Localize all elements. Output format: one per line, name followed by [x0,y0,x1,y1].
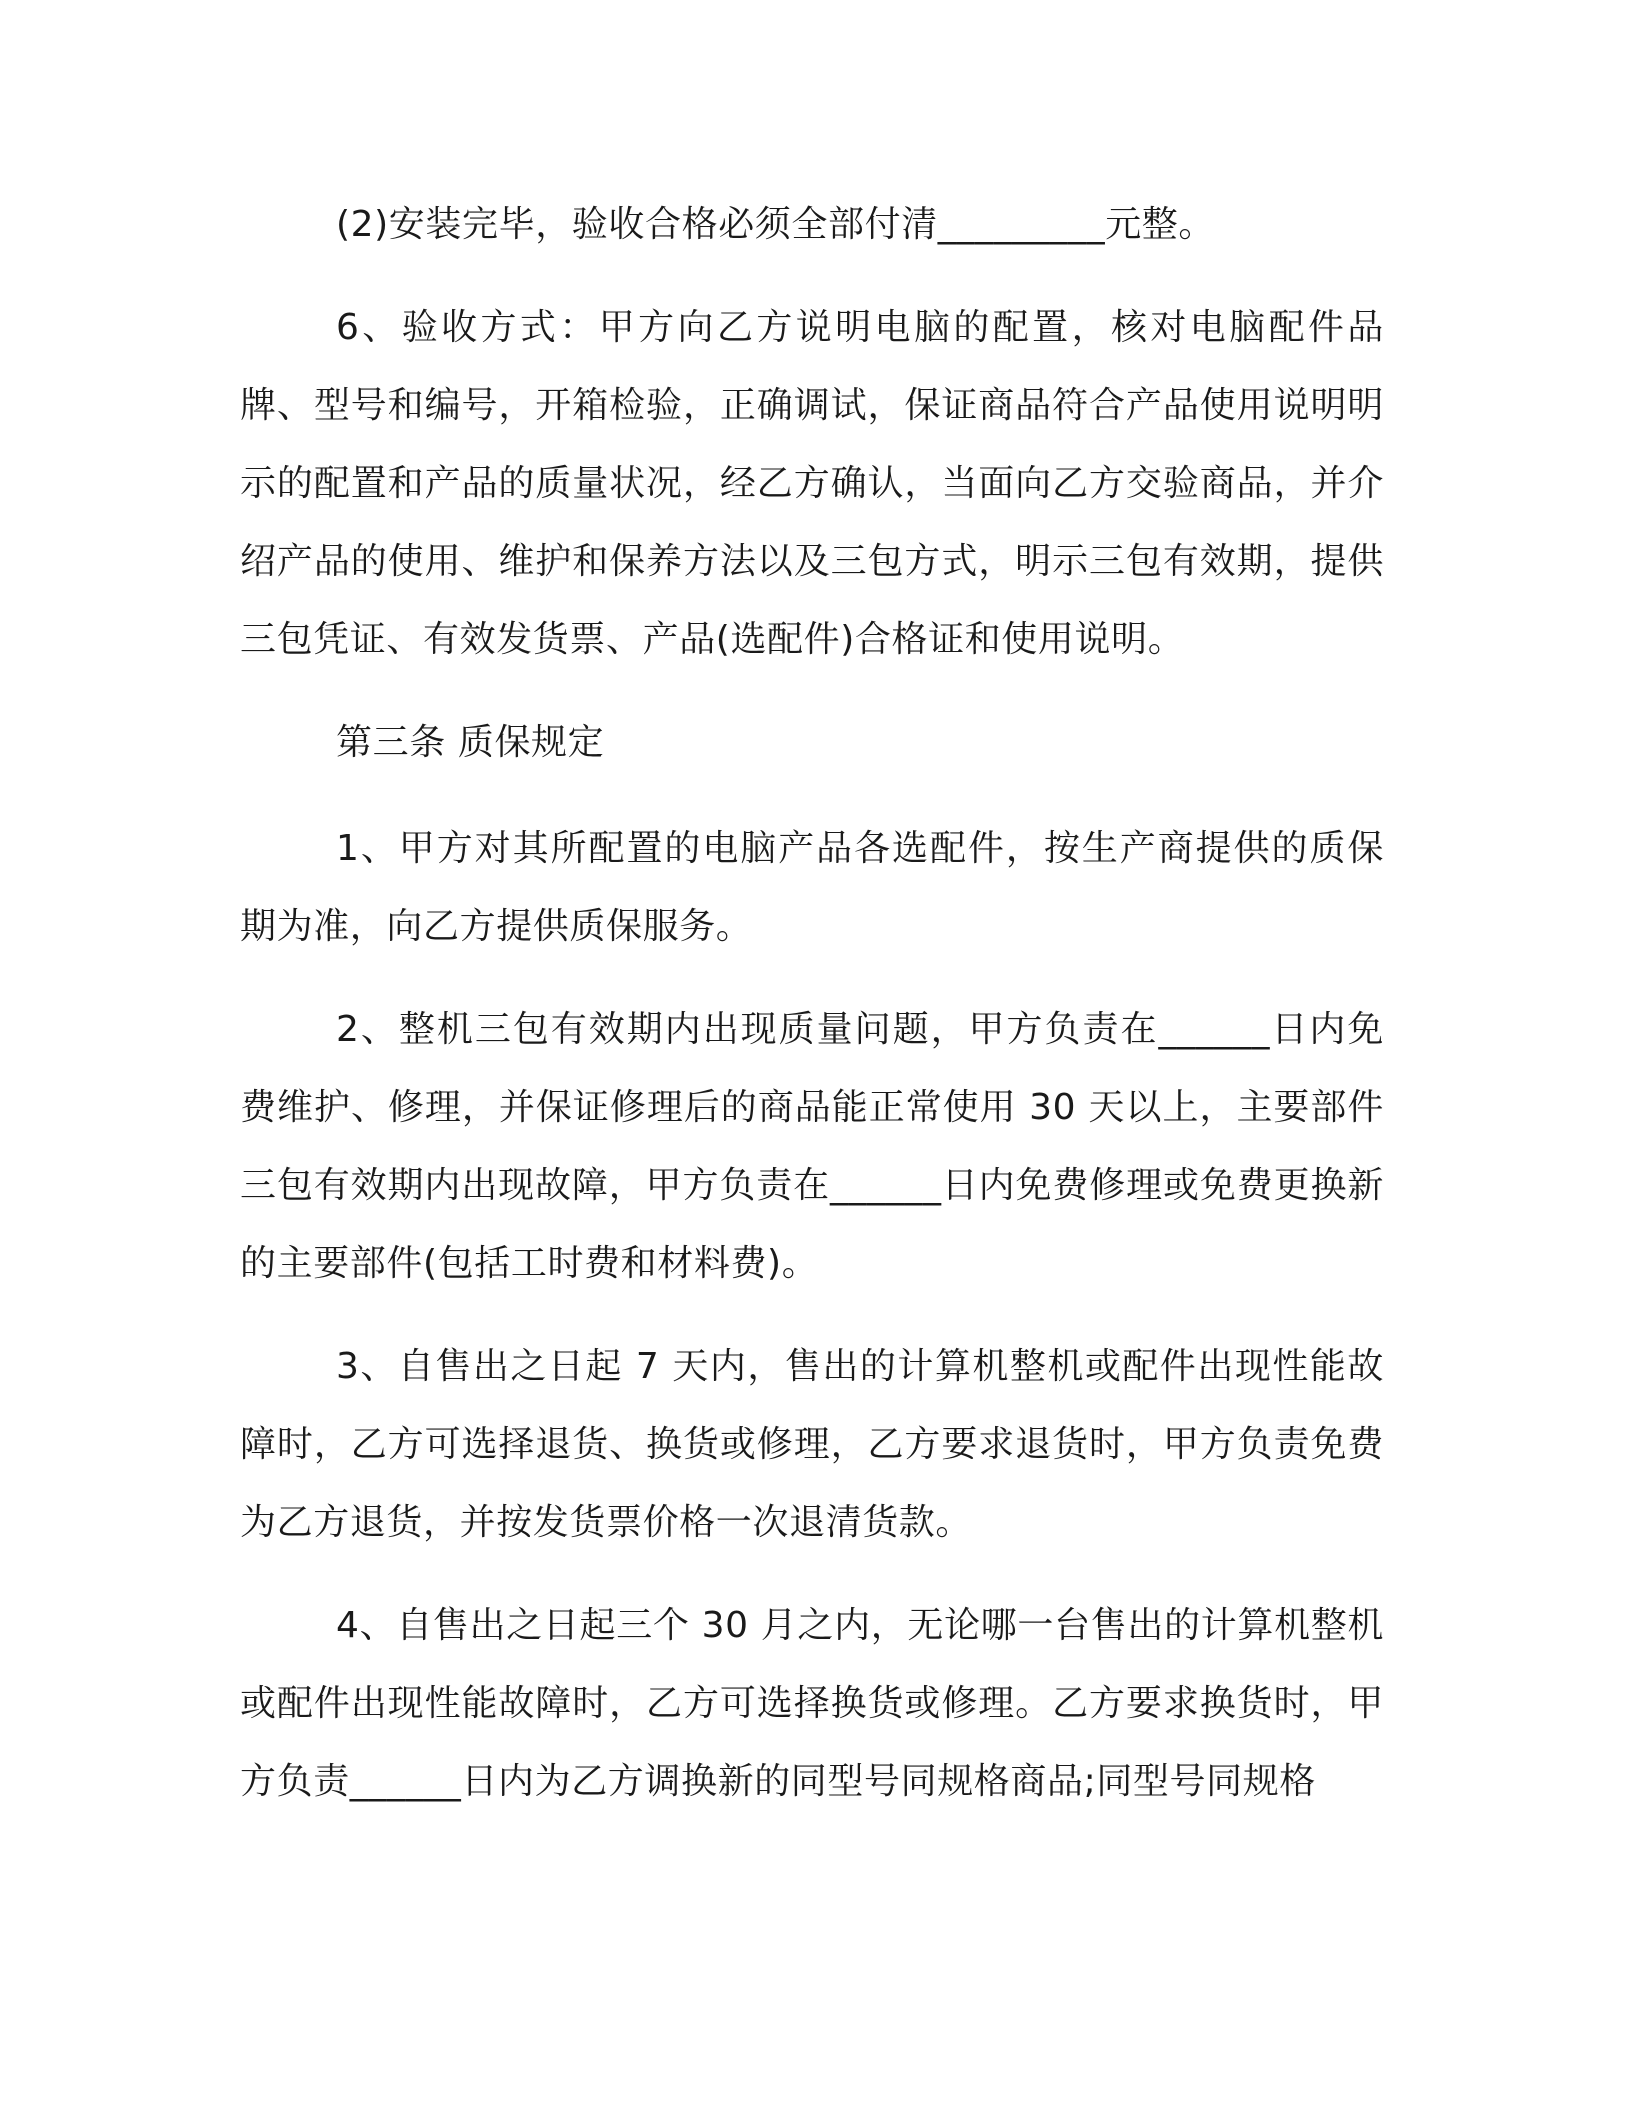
paragraph-warranty-4: 4、自售出之日起三个 30 月之内，无论哪一台售出的计算机整机或配件出现性能故障时，乙方可选择换货或修理。乙方要求换货时，甲方负责______日内为乙方调换新的同型号同规格商品;同型号同规格 [240,1605,1384,1802]
section-heading-warranty: 第三条 质保规定 [336,722,605,763]
document-body [240,186,1384,1846]
paragraph-acceptance-method: 6、验收方式：甲方向乙方说明电脑的配置，核对电脑配件品牌、型号和编号，开箱检验，正确调试，保证商品符合产品使用说明明示的配置和产品的质量状况，经乙方确认，当面向乙方交验商品，并介绍产品的使用、维护和保养方法以及三包方式，明示三包有效期，提供三包凭证、有效发货票、产品(选配件)合格证和使用说明。 [240,307,1384,660]
paragraph-payment-clause: (2)安装完毕，验收合格必须全部付清_________元整。 [336,204,1215,245]
paragraph-warranty-3: 3、自售出之日起 7 天内，售出的计算机整机或配件出现性能故障时，乙方可选择退货、换货或修理，乙方要求退货时，甲方负责免费为乙方退货，并按发货票价格一次退清货款。 [240,1346,1384,1543]
paragraph-warranty-2: 2、整机三包有效期内出现质量问题，甲方负责在______日内免费维护、修理，并保证修理后的商品能正常使用 30 天以上，主要部件三包有效期内出现故障，甲方负责在______日内免费修理或免费更换新的主要部件(包括工时费和材料费)。 [240,1009,1384,1284]
paragraph-warranty-1: 1、甲方对其所配置的电脑产品各选配件，按生产商提供的质保期为准，向乙方提供质保服务。 [240,828,1384,947]
